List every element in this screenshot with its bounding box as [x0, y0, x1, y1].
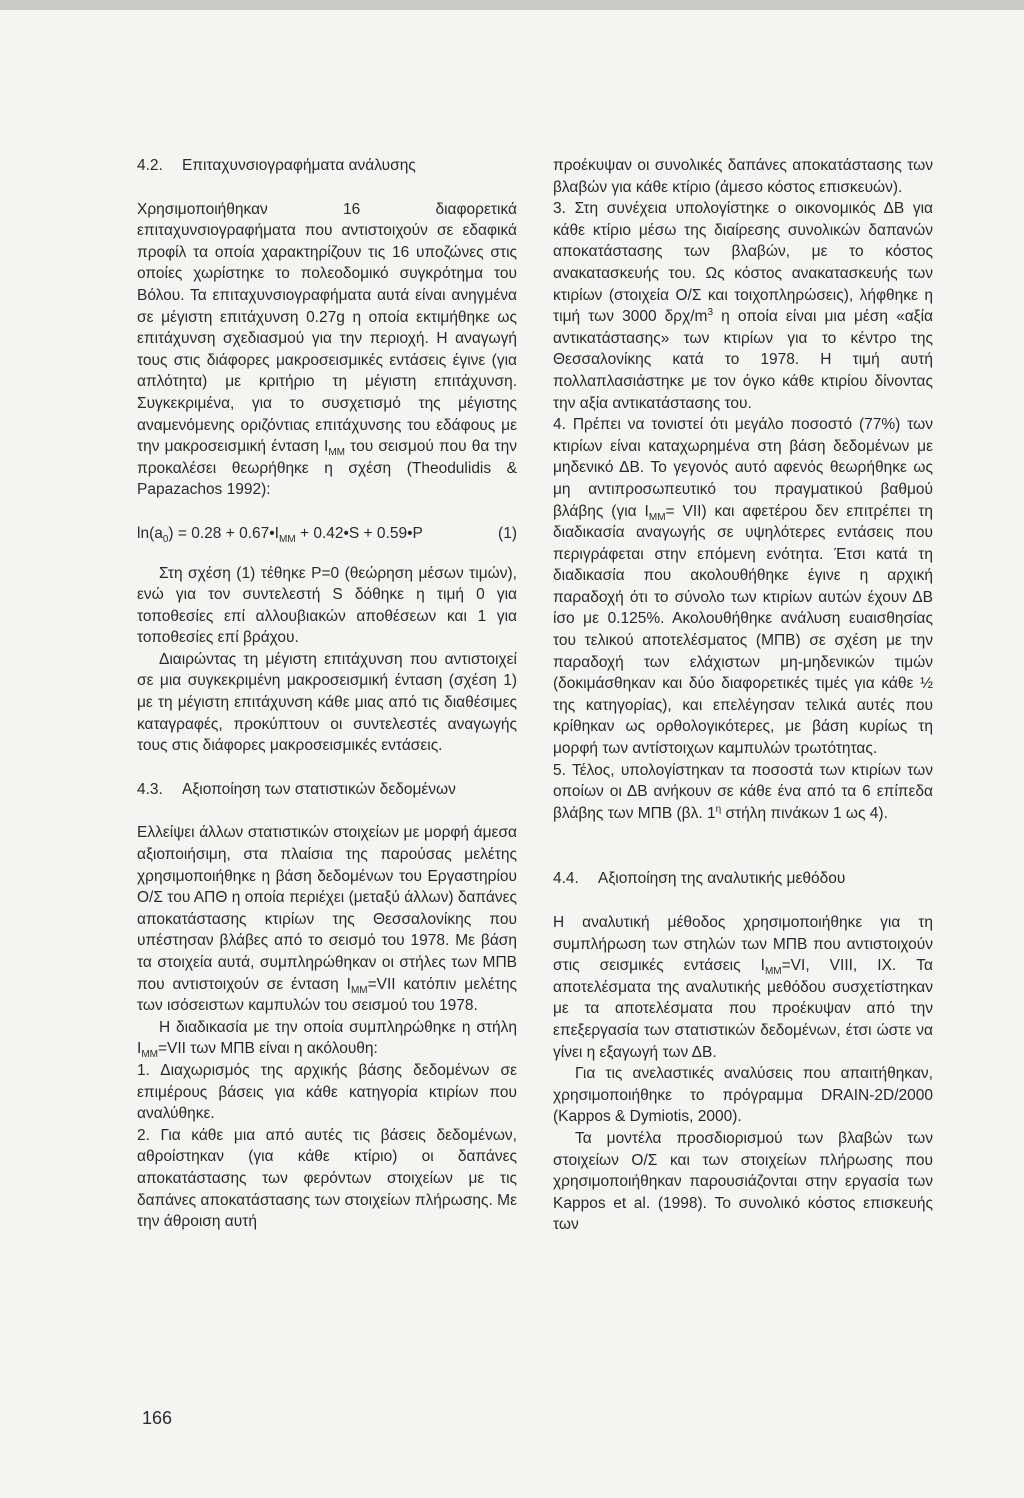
section-title: Επιταχυνσιογραφήματα ανάλυσης — [182, 157, 416, 174]
left-column — [137, 155, 517, 1233]
spacer — [553, 846, 933, 868]
scan-edge — [0, 0, 1024, 10]
section-number: 4.2. — [137, 157, 163, 174]
paragraph: Χρησιμοποιήθηκαν 16 διαφορετικά επιταχυνσιογραφήματα που αντιστοιχούν σε εδαφικά προφίλ τα οποία χαρακτηρίζουν τις 16 υποζώνες στις οποίες χωρίστηκε το πολεοδομικό συγκρότημα του Βόλου. Τα επιταχυνσιογραφήματα αυτά είναι ανηγμένα σε μέγιστη επιτάχυνση 0.27g η οποία εκτιμήθηκε ως επιτάχυνση σχεδιασμού για την περιοχή. Η αναγωγή τους στις διάφορες μακροσεισμικές εντάσεις έγινε (για απλότητα) με κριτήριο τη μέγιστη επιτάχυνση. Συγκεκριμένα, για το συσχετισμό της μέγιστης αναμενόμενης οριζόντιας επιτάχυνσης του εδάφους με την μακροσεισμική ένταση $I_{MM}$ του σεισμού που θα την προκαλέσει θεωρήθηκε η σχέση (Theodulidis & Papazachos 1992): — [137, 200, 517, 499]
paragraph: Διαιρώντας τη μέγιστη επιτάχυνση που αντιστοιχεί σε μια συγκεκριμένη μακροσεισμική ένταση (σχέση 1) με τη μέγιστη επιτάχυνση κάθε μιας από τις διαθέσιμες καταγραφές, προκύπτουν οι συντελεστές αναγωγής τους στις διάφορες μακροσεισμικές εντάσεις. — [137, 650, 517, 755]
list-item: 5. Τέλος, υπολογίστηκαν τα ποσοστά των κτιρίων των οποίων οι ΔΒ ανήκουν σε κάθε ένα από τα 6 επίπεδα βλάβης των ΜΠΒ (βλ. $1^\eta$ στήλη πινάκων 1 ως 4). — [553, 761, 933, 822]
section-number: 4.3. — [137, 780, 163, 798]
paragraph: προέκυψαν οι συνολικές δαπάνες αποκατάστασης των βλαβών για κάθε κτίριο (άμεσο κόστος επισκευών). — [553, 157, 933, 196]
list-item: 1. Διαχωρισμός της αρχικής βάσης δεδομένων σε επιμέρους βάσεις για κάθε κατηγορία κτιρίων που αναλύθηκε. — [137, 1061, 517, 1123]
section-heading-4-2 — [137, 155, 517, 177]
section-heading-4-4 — [553, 868, 933, 890]
paragraph: Για τις ανελαστικές αναλύσεις που απαιτήθηκαν, χρησιμοποιήθηκε το πρόγραμμα DRAIN-2D/2000 (Kappos & Dymiotis, 2000). — [553, 1065, 933, 1126]
equation — [137, 523, 517, 545]
section-number: 4.4. — [553, 870, 579, 888]
equation-number: (1) — [498, 524, 517, 542]
list-item: 3. Στη συνέχεια υπολογίστηκε ο οικονομικός ΔΒ για κάθε κτίριο μέσω της διαίρεσης συνολικών δαπανών αποκατάστασης των βλαβών, με το κόστος ανακατασκευής του. Ως κόστος ανακατασκευής των κτιρίων (στοιχεία Ο/Σ και τοιχοπληρώσεις), λήφθηκε η τιμή των 3000 δρχ/$m^3$ η οποία είναι μια μέση «αξία αντικατάστασης» των κτιρίων για το κέντρο της Θεσσαλονίκης κατά το 1978. Η τιμή αυτή πολλαπλασιάστηκε με τον όγκο κάθε κτιρίου δίνοντας την αξία αντικατάστασης του. — [553, 200, 934, 412]
page-number: 166 — [142, 1408, 173, 1428]
paragraph: Στη σχέση (1) τέθηκε P=0 (θεώρηση μέσων τιμών), ενώ για τον συντελεστή S δόθηκε η τιμή 0 για τοποθεσίες επί αλλουβιακών αποθέσεων και 1 για τοποθεσίες επί βράχου. — [137, 564, 517, 647]
right-column — [553, 155, 933, 1236]
paragraph: Η αναλυτική μέθοδος χρησιμοποιήθηκε για τη συμπλήρωση των στηλών των ΜΠΒ που αντιστοιχούν στις σεισμικές εντάσεις $I_{MM}=VI$, VIII, IX. Τα αποτελέσματα της αναλυτικής μεθόδου συσχετίστηκαν με τα αποτελέσματα που προέκυψαν από την επεξεργασία των στατιστικών δεδομένων, έτσι ώστε να γίνει η εξαγωγή των ΔΒ. — [553, 914, 933, 1061]
paragraph: Ελλείψει άλλων στατιστικών στοιχείων με μορφή άμεσα αξιοποιήσιμη, στα πλαίσια της παρούσας μελέτης χρησιμοποιήθηκε η βάση δεδομένων του Εργαστηρίου Ο/Σ του ΑΠΘ η οποία περιέχει (μεταξύ άλλων) δαπάνες αποκατάστασης κτιρίων της Θεσσαλονίκης που υπέστησαν βλάβες από το σεισμό του 1978. Με βάση τα στοιχεία αυτά, συμπληρώθηκαν οι στήλες των ΜΠΒ που αντιστοιχούν σε ένταση $I_{MM}=VII$ κατόπιν μελέτης των ισόσειστων καμπυλών του σεισμού του 1978. — [137, 824, 518, 1015]
equation-body: $\ln(a_0) = 0.28$ + $0.67•I_{MM}$ + 0.42•S + 0.59•P — [137, 524, 423, 545]
paragraph: Η διαδικασία με την οποία συμπληρώθηκε η στήλη $I_{MM}=VII$ των ΜΠΒ είναι η ακόλουθη: — [137, 1018, 517, 1061]
paragraph: Τα μοντέλα προσδιορισμού των βλαβών των στοιχείων Ο/Σ και των στοιχείων πλήρωσης που χρησιμοποιήθηκαν παρουσιάζονται στην εργασία των Kappos et al. (1998). Το συνολικό κόστος επισκευής των — [553, 1129, 933, 1234]
section-title: Αξιοποίηση της αναλυτικής μεθόδου — [598, 870, 846, 888]
section-heading-4-3 — [137, 779, 517, 801]
list-item: 2. Για κάθε μια από αυτές τις βάσεις δεδομένων, αθροίστηκαν (για κάθε κτίριο) οι δαπάνες αποκατάστασης των φερόντων στοιχείων με τις δαπάνες αποκατάστασης των στοιχείων πλήρωσης. Με την άθροιση αυτή — [137, 1126, 517, 1231]
list-item: 4. Πρέπει να τονιστεί ότι μεγάλο ποσοστό (77%) των κτιρίων είναι καταχωρημένα στη βάση δεδομένων με μηδενικό ΔΒ. Το γεγονός αυτό αφενός θεωρήθηκε ως μη αντιπροσωπευτικό του πραγματικού βαθμού βλάβης (για $I_{MM}= VII$) και αφετέρου δεν επιτρέπει τη διαδικασία αναγωγής σε υψηλότερες εντάσεις που περιγράφεται στην επόμενη ενότητα. Έτσι κατά τη διαδικασία που ακολουθήθηκε έγινε η αρχική παραδοχή ότι το σύνολο των κτιρίων αυτών έχουν ΔΒ ίσο με 0.125%. Ακολουθήθηκε ανάλυση ευαισθησίας του τελικού αποτελέσματος (ΜΠΒ) σε σχέση με την παραδοχή των ελάχιστων μη-μηδενικών τιμών (δοκιμάσθηκαν και δύο διαφορετικές τιμές για κάθε ½ της κατηγορίας), και επελέγησαν τελικά αυτές που κρίθηκαν ως ορθολογικότερες, με βάση κυρίως τη μορφή των αντίστοιχων καμπυλών τρωτότητας. — [553, 416, 933, 758]
section-title: Αξιοποίηση των στατιστικών δεδομένων — [182, 780, 456, 798]
